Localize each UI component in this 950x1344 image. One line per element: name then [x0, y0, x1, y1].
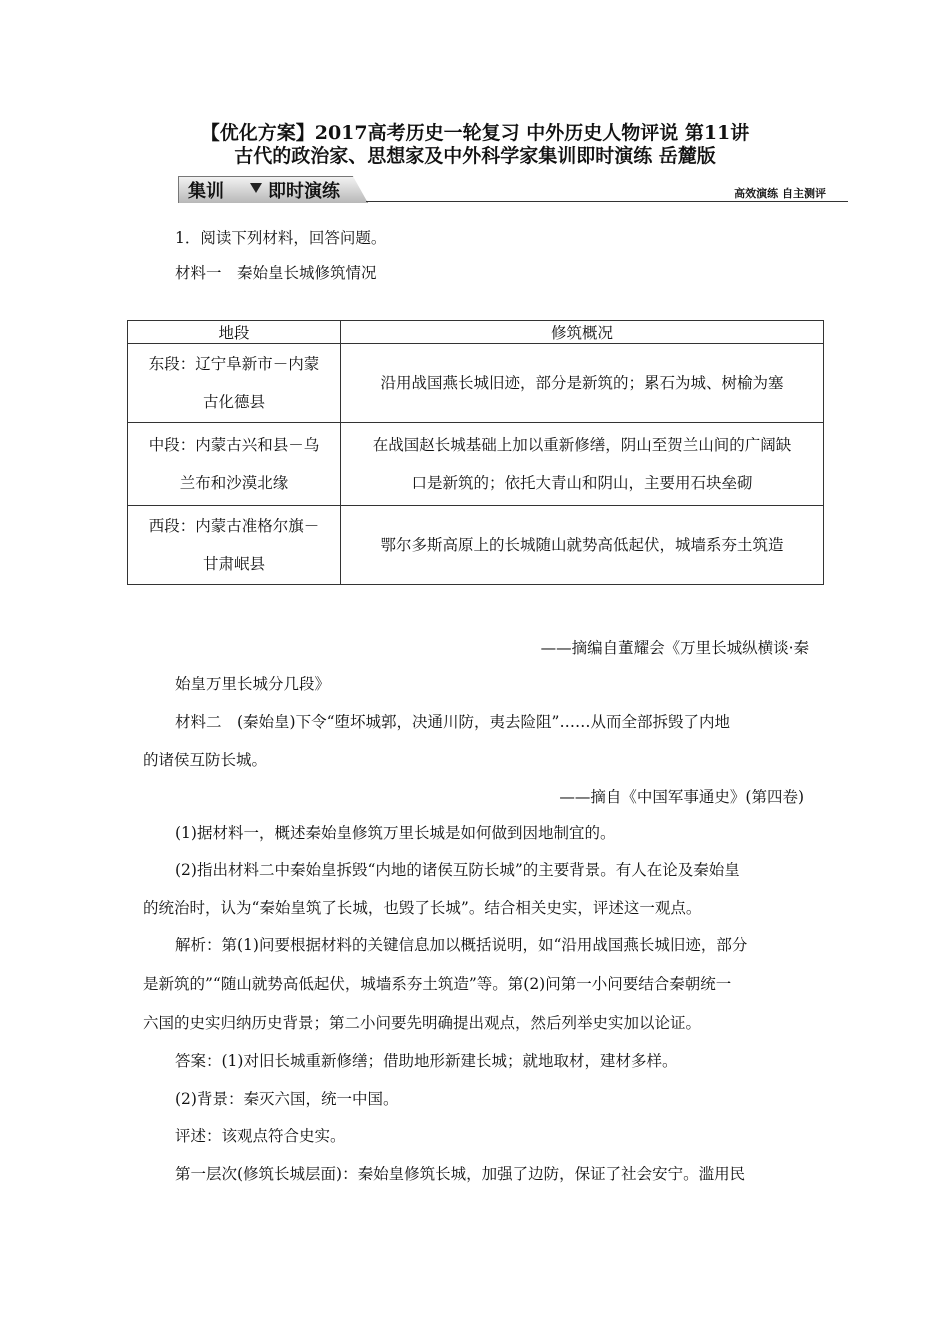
question-part-2-line-2: 的统治时，认为“秦始皇筑了长城，也毁了长城”。结合相关史实，评述这一观点。 — [143, 899, 702, 917]
level-1-text: 第一层次(修筑长城层面)：秦始皇修筑长城，加强了边防，保证了社会安宁。滥用民 — [175, 1165, 746, 1183]
answer-part-1: 答案：(1)对旧长城重新修缮；借助地形新建长城；就地取材，建材多样。 — [175, 1052, 678, 1070]
triangle-down-icon — [250, 183, 262, 193]
comment: 评述：该观点符合史实。 — [175, 1127, 346, 1145]
description-line-1: 在战国赵长城基础上加以重新修缮，阴山至贺兰山间的广阔缺 — [372, 436, 792, 454]
segment-line-2: 兰布和沙漠北缘 — [179, 474, 289, 492]
analysis-line-3: 六国的史实归纳历史背景；第二小问要先明确提出观点，然后列举史实加以论证。 — [143, 1014, 702, 1032]
table-header-segment: 地段 — [128, 321, 341, 344]
segment-line-1: 西段：内蒙古准格尔旗－ — [148, 517, 320, 535]
source-1-line-1: ——摘编自董耀会《万里长城纵横谈·秦 — [540, 639, 809, 657]
document-title — [120, 122, 830, 168]
banner-left-label: 集训 — [188, 181, 224, 202]
source-1-line-2: 始皇万里长城分几段》 — [175, 675, 331, 693]
table-header-description: 修筑概况 — [341, 321, 824, 344]
banner-right-label: 即时演练 — [268, 181, 340, 202]
question-1-intro: 1．阅读下列材料，回答问题。 — [175, 229, 387, 247]
segment-line-2: 甘肃岷县 — [202, 555, 265, 573]
segment-cell — [128, 344, 341, 423]
segment-line-1: 东段：辽宁阜新市－内蒙 — [148, 355, 320, 373]
table-header-row — [128, 321, 824, 344]
analysis-line-2: 是新筑的”“随山就势高低起伏，城墙系夯土筑造”等。第(2)问第一小问要结合秦朝统一 — [143, 975, 732, 993]
title-line-2: 古代的政治家、思想家及中外科学家集训即时演练 岳麓版 — [234, 145, 716, 167]
segment-line-1: 中段：内蒙古兴和县－乌 — [148, 436, 320, 454]
banner-tag: 高效演练 自主测评 — [734, 187, 826, 200]
question-part-1: (1)据材料一，概述秦始皇修筑万里长城是如何做到因地制宜的。 — [175, 824, 616, 842]
answer-part-2: (2)背景：秦灭六国，统一中国。 — [175, 1090, 399, 1108]
description-cell — [341, 344, 824, 423]
source-2: ——摘自《中国军事通史》(第四卷) — [559, 788, 804, 806]
title-line-1: 【优化方案】2017高考历史一轮复习 中外历史人物评说 第11讲 — [200, 122, 750, 144]
material-2-line-1: 材料二 (秦始皇)下令“堕坏城郭，决通川防，夷去险阻”……从而全部拆毁了内地 — [175, 713, 730, 731]
material-1-title: 材料一 秦始皇长城修筑情况 — [175, 264, 377, 282]
description-cell — [341, 423, 824, 506]
table-row — [128, 506, 824, 585]
great-wall-table — [127, 320, 824, 585]
description-line-1: 鄂尔多斯高原上的长城随山就势高低起伏，城墙系夯土筑造 — [380, 536, 784, 554]
analysis-line-1: 解析：第(1)问要根据材料的关键信息加以概括说明，如“沿用战国燕长城旧迹，部分 — [175, 936, 748, 954]
segment-cell — [128, 506, 341, 585]
description-line-1: 沿用战国燕长城旧迹，部分是新筑的；累石为城、树榆为塞 — [380, 374, 784, 392]
material-2-line-2: 的诸侯互防长城。 — [143, 751, 268, 769]
table-row — [128, 423, 824, 506]
banner-rule — [366, 201, 848, 202]
table-row — [128, 344, 824, 423]
description-cell — [341, 506, 824, 585]
segment-line-2: 古化德县 — [202, 393, 265, 411]
section-banner — [178, 176, 848, 206]
segment-cell — [128, 423, 341, 506]
description-line-2: 口是新筑的；依托大青山和阴山，主要用石块垒砌 — [411, 474, 753, 492]
question-part-2-line-1: (2)指出材料二中秦始皇拆毁“内地的诸侯互防长城”的主要背景。有人在论及秦始皇 — [175, 861, 740, 879]
